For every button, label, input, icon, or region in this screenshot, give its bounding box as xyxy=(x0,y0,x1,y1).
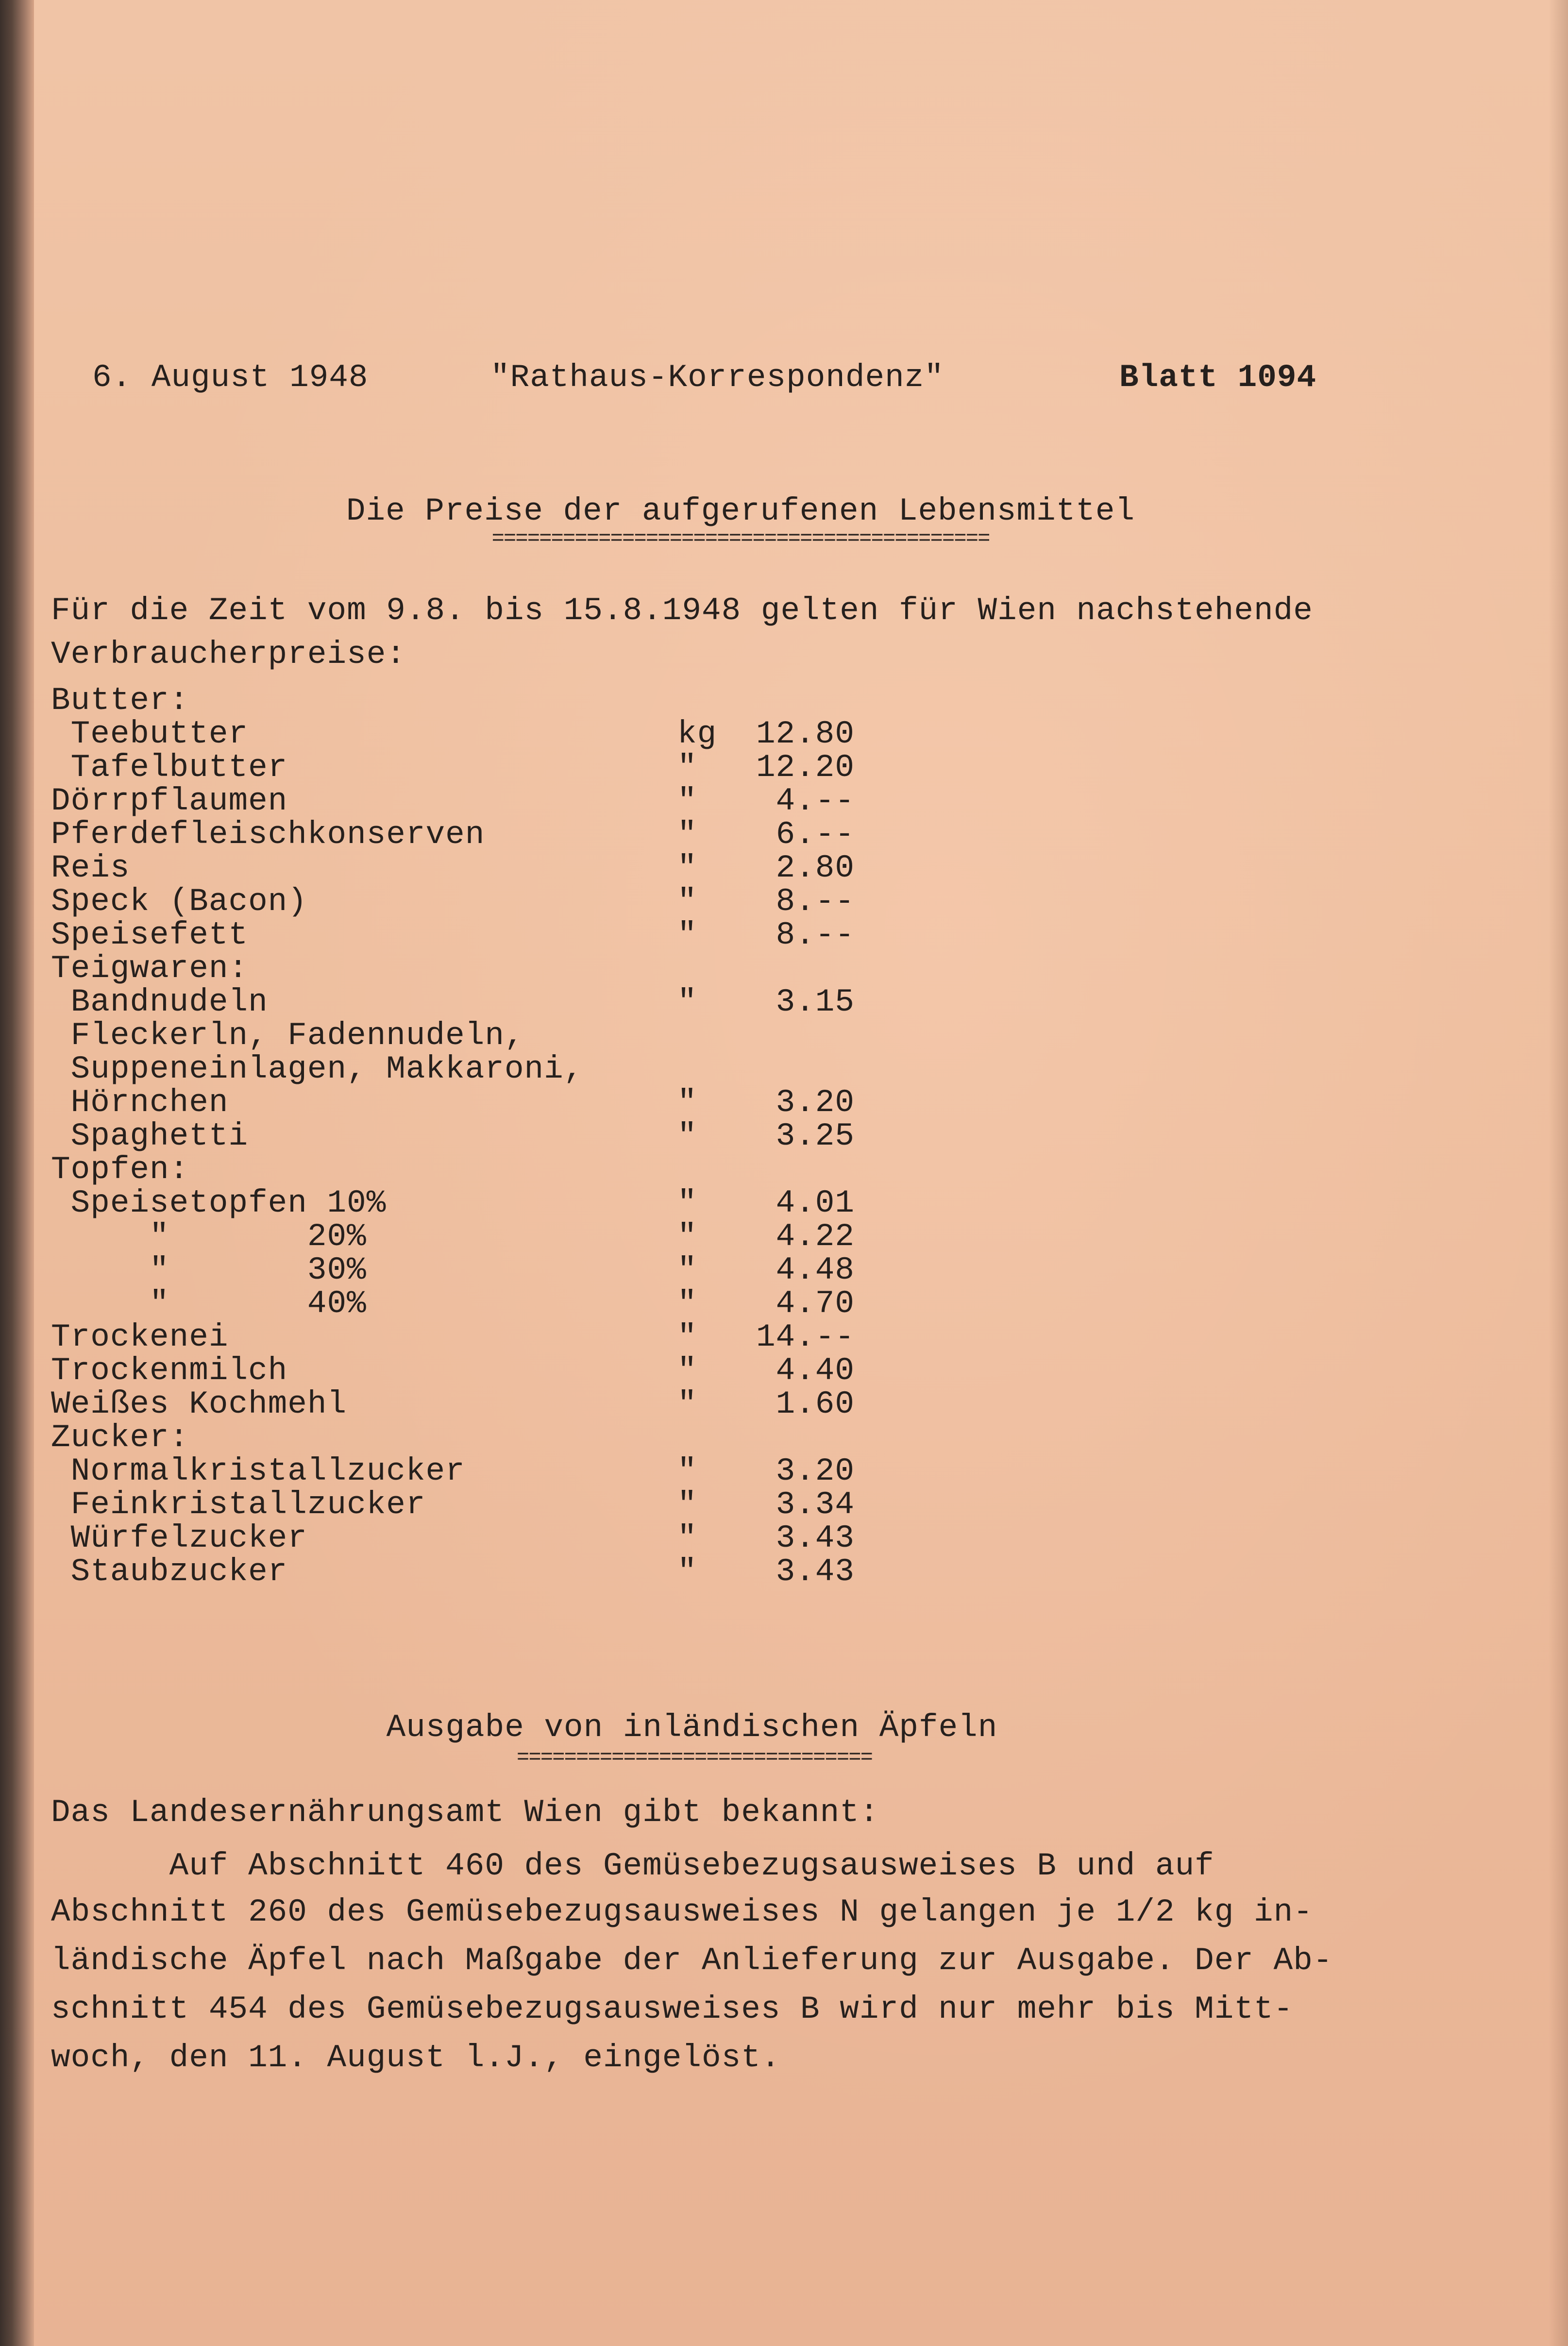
price-row-price: 4.40 xyxy=(776,1352,855,1389)
price-row-unit: " xyxy=(677,1486,697,1523)
price-row-unit: " xyxy=(677,1352,697,1389)
price-row-unit: kg xyxy=(677,716,717,752)
price-row-unit: " xyxy=(677,1386,697,1422)
apples-line: woch, den 11. August l.J., eingelöst. xyxy=(51,2040,781,2076)
price-row-label: Trockenei xyxy=(51,1319,229,1355)
price-row-unit: " xyxy=(677,1118,697,1154)
price-row-label: Fleckerln, Fadennudeln, xyxy=(51,1017,524,1054)
price-row-unit: " xyxy=(677,1185,697,1221)
price-row-label: Zucker: xyxy=(51,1419,189,1456)
price-row-label: Teigwaren: xyxy=(51,950,249,987)
price-row-label: Bandnudeln xyxy=(51,984,268,1020)
price-row-label: Dörrpflaumen xyxy=(51,783,288,819)
price-row-price: 8.-- xyxy=(776,883,855,920)
price-row-label: Feinkristallzucker xyxy=(51,1486,426,1523)
price-row-price: 14.-- xyxy=(756,1319,855,1355)
price-row-label: Tafelbutter xyxy=(51,749,288,786)
apples-title-underline: ============================== xyxy=(516,1748,873,1768)
price-row-price: 1.60 xyxy=(776,1386,855,1422)
price-row-label: Teebutter xyxy=(51,716,249,752)
prices-intro-line-1: Für die Zeit vom 9.8. bis 15.8.1948 gelten für Wien nachstehende xyxy=(51,592,1313,629)
apples-line: ländische Äpfel nach Maßgabe der Anlieferung zur Ausgabe. Der Ab- xyxy=(51,1942,1333,1979)
price-row-label: Hörnchen xyxy=(51,1084,229,1121)
price-row-label: Suppeneinlagen, Makkaroni, xyxy=(51,1051,584,1087)
apples-line: Abschnitt 260 des Gemüsebezugsausweises N gelangen je 1/2 kg in- xyxy=(51,1894,1313,1930)
price-row-unit: " xyxy=(677,816,697,853)
prices-intro-line-2: Verbraucherpreise: xyxy=(51,636,406,673)
price-row-unit: " xyxy=(677,1453,697,1489)
price-row-unit: " xyxy=(677,749,697,786)
price-row-unit: " xyxy=(677,783,697,819)
price-row-price: 4.48 xyxy=(776,1252,855,1288)
price-row-label: Staubzucker xyxy=(51,1553,288,1590)
price-row-price: 4.-- xyxy=(776,783,855,819)
book-binding-edge xyxy=(0,0,34,2346)
price-row-unit: " xyxy=(677,883,697,920)
price-row-label: Speisetopfen 10% xyxy=(51,1185,387,1221)
price-row-price: 12.20 xyxy=(756,749,855,786)
price-row-label: " 30% xyxy=(51,1252,367,1288)
prices-title: Die Preise der aufgerufenen Lebensmittel xyxy=(346,493,1135,529)
price-row-unit: " xyxy=(677,917,697,953)
price-row-label: Normalkristallzucker xyxy=(51,1453,465,1489)
price-row-price: 3.20 xyxy=(776,1084,855,1121)
prices-title-underline: ========================================== xyxy=(491,529,990,549)
price-row-label: Spaghetti xyxy=(51,1118,249,1154)
apples-title: Ausgabe von inländischen Äpfeln xyxy=(386,1709,998,1746)
price-row-price: 3.43 xyxy=(776,1520,855,1556)
price-row-label: Trockenmilch xyxy=(51,1352,288,1389)
price-row-label: Pferdefleischkonserven xyxy=(51,816,485,853)
price-row-price: 8.-- xyxy=(776,917,855,953)
price-row-label: Reis xyxy=(51,850,130,886)
header-sheet-number: Blatt 1094 xyxy=(1119,359,1317,396)
apples-line: Auf Abschnitt 460 des Gemüsebezugsausweises B und auf xyxy=(51,1848,1214,1884)
price-row-label: Topfen: xyxy=(51,1151,189,1188)
price-row-label: " 40% xyxy=(51,1285,367,1322)
header-date: 6. August 1948 xyxy=(92,359,369,396)
price-row-price: 12.80 xyxy=(756,716,855,752)
price-row-price: 3.15 xyxy=(776,984,855,1020)
price-row-unit: " xyxy=(677,1319,697,1355)
price-row-price: 6.-- xyxy=(776,816,855,853)
price-row-unit: " xyxy=(677,1084,697,1121)
price-row-label: Butter: xyxy=(51,682,189,719)
page-edge-shadow xyxy=(1549,0,1568,2346)
price-row-price: 3.34 xyxy=(776,1486,855,1523)
apples-line: schnitt 454 des Gemüsebezugsausweises B wird nur mehr bis Mitt- xyxy=(51,1991,1294,2027)
price-row-price: 4.01 xyxy=(776,1185,855,1221)
price-row-label: " 20% xyxy=(51,1218,367,1255)
price-row-unit: " xyxy=(677,1285,697,1322)
price-row-unit: " xyxy=(677,1553,697,1590)
price-row-unit: " xyxy=(677,984,697,1020)
price-row-label: Speisefett xyxy=(51,917,249,953)
apples-line: Das Landesernährungsamt Wien gibt bekannt: xyxy=(51,1794,879,1831)
header-publication: "Rathaus-Korrespondenz" xyxy=(490,359,944,396)
price-row-label: Weißes Kochmehl xyxy=(51,1386,347,1422)
price-row-price: 3.20 xyxy=(776,1453,855,1489)
price-row-price: 2.80 xyxy=(776,850,855,886)
price-row-price: 4.22 xyxy=(776,1218,855,1255)
price-row-unit: " xyxy=(677,1218,697,1255)
price-row-unit: " xyxy=(677,850,697,886)
price-row-label: Speck (Bacon) xyxy=(51,883,307,920)
price-row-label: Würfelzucker xyxy=(51,1520,307,1556)
price-row-unit: " xyxy=(677,1520,697,1556)
price-row-price: 4.70 xyxy=(776,1285,855,1322)
price-row-price: 3.43 xyxy=(776,1553,855,1590)
price-row-unit: " xyxy=(677,1252,697,1288)
price-row-price: 3.25 xyxy=(776,1118,855,1154)
